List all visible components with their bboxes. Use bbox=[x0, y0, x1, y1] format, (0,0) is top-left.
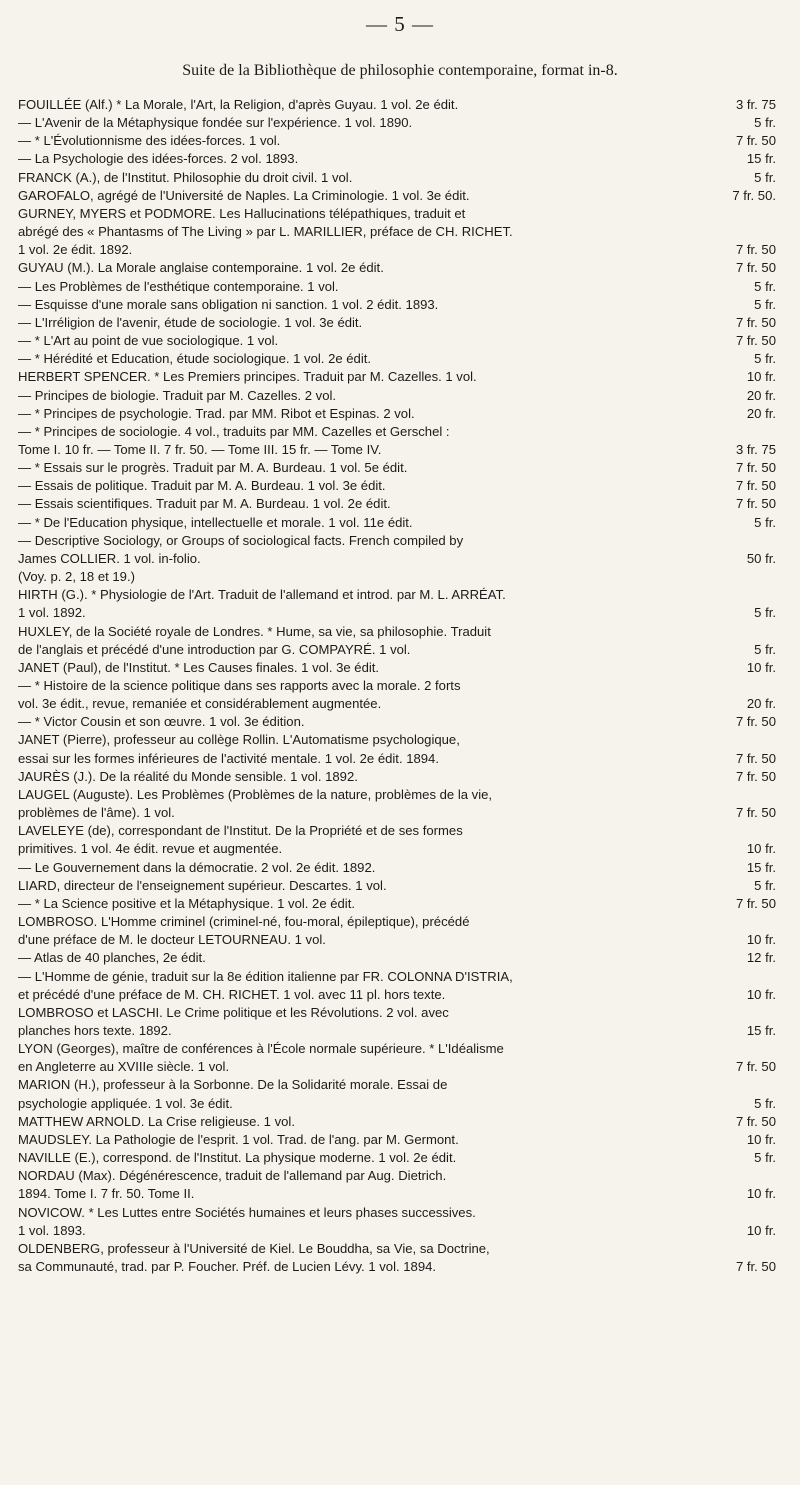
entry-price: 5 fr. bbox=[754, 605, 776, 621]
entry-text: vol. 3e édit., revue, remaniée et considérablement augmentée. bbox=[18, 696, 382, 712]
entry-price: 10 fr. bbox=[746, 932, 776, 948]
entry-line bbox=[18, 387, 776, 405]
entry-line bbox=[18, 895, 776, 913]
entry-price bbox=[768, 586, 776, 604]
entry-text: de l'anglais et précédé d'une introduction par G. COMPAYRÉ. 1 vol. bbox=[18, 641, 411, 657]
entry-text: — Descriptive Sociology, or Groups of sociological facts. French compiled by bbox=[18, 532, 464, 548]
entry-line bbox=[18, 659, 776, 677]
entry-text: MARION (H.), professeur à la Sorbonne. De la Solidarité morale. Essai de bbox=[18, 1077, 448, 1093]
entry-text: et précédé d'une préface de M. CH. RICHET. 1 vol. avec 11 pl. hors texte. bbox=[18, 986, 446, 1002]
entry-text: — Esquisse d'une morale sans obligation ni sanction. 1 vol. 2 édit. 1893. bbox=[18, 296, 439, 312]
entry-price: 7 fr. 50 bbox=[735, 714, 776, 730]
entry-text: — * L'Évolutionnisme des idées-forces. 1 vol. bbox=[18, 133, 281, 149]
entry-line bbox=[18, 968, 776, 986]
entry-price: 7 fr. 50 bbox=[735, 460, 776, 476]
entry-line bbox=[18, 859, 776, 877]
entry-line bbox=[18, 1022, 776, 1040]
entry-price: 7 fr. 50 bbox=[735, 750, 776, 766]
catalogue-entry bbox=[18, 877, 776, 895]
catalogue-entry bbox=[18, 132, 776, 150]
entry-line bbox=[18, 1113, 776, 1131]
catalogue-entry bbox=[18, 968, 776, 1004]
entry-text: — Le Gouvernement dans la démocratie. 2 vol. 2e édit. 1892. bbox=[18, 859, 376, 875]
entry-line bbox=[18, 1131, 776, 1149]
entry-price: 5 fr. bbox=[754, 278, 776, 294]
catalogue-entries bbox=[18, 96, 776, 1276]
catalogue-entry bbox=[18, 1076, 776, 1112]
entry-price: 5 fr. bbox=[754, 641, 776, 657]
entry-line bbox=[18, 1222, 776, 1240]
entry-line bbox=[18, 423, 776, 441]
entry-text: — * Histoire de la science politique dans ses rapports avec la morale. 2 forts bbox=[18, 678, 461, 693]
entry-line bbox=[18, 441, 776, 459]
entry-price: 10 fr. bbox=[746, 1131, 776, 1147]
entry-line bbox=[18, 495, 776, 513]
catalogue-entry bbox=[18, 949, 776, 967]
entry-line bbox=[18, 768, 776, 786]
catalogue-entry bbox=[18, 495, 776, 513]
entry-price bbox=[768, 568, 776, 586]
entry-line bbox=[18, 913, 776, 931]
entry-price bbox=[768, 205, 776, 223]
entry-text: LOMBROSO. L'Homme criminel (criminel-né, fou-moral, épileptique), précédé bbox=[18, 914, 470, 930]
entry-line bbox=[18, 822, 776, 840]
entry-price: 5 fr. bbox=[754, 877, 776, 893]
entry-line bbox=[18, 949, 776, 967]
entry-line bbox=[18, 750, 776, 768]
entry-price bbox=[768, 623, 776, 641]
entry-text: James COLLIER. 1 vol. in-folio. bbox=[18, 550, 201, 566]
catalogue-entry bbox=[18, 895, 776, 913]
entry-price: 20 fr. bbox=[746, 387, 776, 403]
catalogue-entry bbox=[18, 623, 776, 659]
entry-text: — * Principes de sociologie. 4 vol., traduits par MM. Cazelles et Gerschel : bbox=[18, 423, 450, 439]
entry-text: sa Communauté, trad. par P. Foucher. Préf. de Lucien Lévy. 1 vol. 1894. bbox=[18, 1259, 437, 1274]
entry-price bbox=[768, 913, 776, 931]
entry-price: 7 fr. 50 bbox=[735, 496, 776, 512]
entry-text: — Essais scientifiques. Traduit par M. A. Burdeau. 1 vol. 2e édit. bbox=[18, 496, 391, 512]
entry-price: 7 fr. 50 bbox=[735, 895, 776, 911]
entry-line bbox=[18, 1258, 776, 1276]
entry-line bbox=[18, 514, 776, 532]
entry-text: GAROFALO, agrégé de l'Université de Naples. La Criminologie. 1 vol. 3e édit. bbox=[18, 187, 470, 203]
entry-line bbox=[18, 568, 776, 586]
entry-price: 5 fr. bbox=[754, 296, 776, 312]
entry-line bbox=[18, 296, 776, 314]
entry-price bbox=[768, 677, 776, 695]
catalogue-entry bbox=[18, 459, 776, 477]
entry-line bbox=[18, 114, 776, 132]
entry-text: LAVELEYE (de), correspondant de l'Institut. De la Propriété et de ses formes bbox=[18, 823, 463, 839]
entry-price: 7 fr. 50 bbox=[735, 768, 776, 784]
entry-price bbox=[768, 1004, 776, 1022]
entry-price: 50 fr. bbox=[746, 550, 776, 566]
entry-text: LYON (Georges), maître de conférences à l'École normale supérieure. * L'Idéalisme bbox=[18, 1041, 504, 1057]
entry-text: JANET (Pierre), professeur au collège Rollin. L'Automatisme psychologique, bbox=[18, 732, 460, 748]
entry-price: 15 fr. bbox=[746, 859, 776, 875]
entry-price: 5 fr. bbox=[754, 1095, 776, 1111]
entry-price bbox=[768, 1040, 776, 1058]
catalogue-entry bbox=[18, 387, 776, 405]
entry-line bbox=[18, 1058, 776, 1076]
catalogue-entry bbox=[18, 532, 776, 586]
entry-price: 7 fr. 50 bbox=[735, 333, 776, 349]
entry-line bbox=[18, 223, 776, 241]
catalogue-entry bbox=[18, 514, 776, 532]
entry-line bbox=[18, 259, 776, 277]
catalogue-entry bbox=[18, 278, 776, 296]
catalogue-entry bbox=[18, 114, 776, 132]
catalogue-entry bbox=[18, 314, 776, 332]
entry-line bbox=[18, 840, 776, 858]
catalogue-entry bbox=[18, 1131, 776, 1149]
catalogue-entry bbox=[18, 786, 776, 822]
entry-price bbox=[768, 786, 776, 804]
entry-text: — L'Avenir de la Métaphysique fondée sur l'expérience. 1 vol. 1890. bbox=[18, 115, 413, 131]
entry-price: 15 fr. bbox=[746, 151, 776, 167]
entry-text: psychologie appliquée. 1 vol. 3e édit. bbox=[18, 1095, 233, 1111]
entry-line bbox=[18, 877, 776, 895]
entry-price: 3 fr. 75 bbox=[735, 97, 776, 112]
catalogue-entry bbox=[18, 822, 776, 858]
entry-line bbox=[18, 986, 776, 1004]
entry-price: 12 fr. bbox=[746, 950, 776, 966]
catalogue-entry bbox=[18, 1167, 776, 1203]
entry-text: — L'Irréligion de l'avenir, étude de sociologie. 1 vol. 3e édit. bbox=[18, 314, 363, 330]
entry-line bbox=[18, 1149, 776, 1167]
catalogue-entry bbox=[18, 150, 776, 168]
entry-price: 10 fr. bbox=[746, 369, 776, 385]
entry-text: NAVILLE (E.), correspond. de l'Institut. La physique moderne. 1 vol. 2e édit. bbox=[18, 1150, 457, 1166]
catalogue-entry bbox=[18, 1204, 776, 1240]
entry-text: LIARD, directeur de l'enseignement supérieur. Descartes. 1 vol. bbox=[18, 877, 387, 893]
entry-line bbox=[18, 677, 776, 695]
entry-line bbox=[18, 1204, 776, 1222]
entry-line bbox=[18, 477, 776, 495]
entry-line bbox=[18, 1040, 776, 1058]
entry-text: — La Psychologie des idées-forces. 2 vol. 1893. bbox=[18, 151, 299, 167]
entry-text: LOMBROSO et LASCHI. Le Crime politique et les Révolutions. 2 vol. avec bbox=[18, 1004, 449, 1020]
entry-price bbox=[768, 423, 776, 441]
catalogue-entry bbox=[18, 1113, 776, 1131]
page-number: — 5 — bbox=[366, 12, 434, 36]
entry-line bbox=[18, 1240, 776, 1258]
entry-price bbox=[768, 822, 776, 840]
entry-text: NOVICOW. * Les Luttes entre Sociétés humaines et leurs phases successives. bbox=[18, 1204, 476, 1220]
entry-price bbox=[768, 731, 776, 749]
entry-line bbox=[18, 623, 776, 641]
entry-text: FOUILLÉE (Alf.) * La Morale, l'Art, la Religion, d'après Guyau. 1 vol. 2e édit. bbox=[18, 97, 459, 112]
entry-price: 7 fr. 50 bbox=[735, 133, 776, 149]
entry-price: 3 fr. 75 bbox=[735, 441, 776, 457]
entry-line bbox=[18, 695, 776, 713]
entry-price bbox=[768, 1240, 776, 1258]
entry-line bbox=[18, 405, 776, 423]
catalogue-entry bbox=[18, 332, 776, 350]
entry-text: problèmes de l'âme). 1 vol. bbox=[18, 805, 175, 821]
entry-price: 5 fr. bbox=[754, 351, 776, 367]
entry-text: — Atlas de 40 planches, 2e édit. bbox=[18, 950, 206, 966]
entry-price: 10 fr. bbox=[746, 841, 776, 857]
catalogue-entry bbox=[18, 1240, 776, 1276]
entry-price: 10 fr. bbox=[746, 1186, 776, 1202]
entry-text: HERBERT SPENCER. * Les Premiers principes. Traduit par M. Cazelles. 1 vol. bbox=[18, 369, 477, 385]
entry-line bbox=[18, 350, 776, 368]
entry-price: 10 fr. bbox=[746, 986, 776, 1002]
entry-price: 5 fr. bbox=[754, 115, 776, 131]
entry-line bbox=[18, 150, 776, 168]
entry-price: 10 fr. bbox=[746, 1222, 776, 1238]
entry-text: — * La Science positive et la Métaphysique. 1 vol. 2e édit. bbox=[18, 895, 355, 911]
entry-text: — Principes de biologie. Traduit par M. Cazelles. 2 vol. bbox=[18, 387, 337, 403]
entry-line bbox=[18, 332, 776, 350]
entry-text: MAUDSLEY. La Pathologie de l'esprit. 1 vol. Trad. de l'ang. par M. Germont. bbox=[18, 1131, 459, 1147]
entry-text: HUXLEY, de la Société royale de Londres. * Hume, sa vie, sa philosophie. Traduit bbox=[18, 623, 491, 639]
entry-text: FRANCK (A.), de l'Institut. Philosophie du droit civil. 1 vol. bbox=[18, 169, 353, 185]
entry-text: — * Principes de psychologie. Trad. par MM. Ribot et Espinas. 2 vol. bbox=[18, 405, 415, 421]
entry-text: — * Hérédité et Education, étude sociologique. 1 vol. 2e édit. bbox=[18, 351, 372, 367]
entry-price: 7 fr. 50 bbox=[735, 805, 776, 821]
catalogue-entry bbox=[18, 1040, 776, 1076]
entry-text: (Voy. p. 2, 18 et 19.) bbox=[18, 569, 135, 585]
entry-line bbox=[18, 459, 776, 477]
entry-price: 5 fr. bbox=[754, 1150, 776, 1166]
entry-line bbox=[18, 278, 776, 296]
entry-text: GURNEY, MYERS et PODMORE. Les Hallucinations télépathiques, traduit et bbox=[18, 205, 466, 221]
entry-line bbox=[18, 1004, 776, 1022]
entry-text: 1 vol. 1892. bbox=[18, 605, 86, 621]
entry-price: 7 fr. 50 bbox=[735, 260, 776, 276]
entry-line bbox=[18, 1095, 776, 1113]
catalogue-entry bbox=[18, 205, 776, 259]
catalogue-entry bbox=[18, 768, 776, 786]
entry-line bbox=[18, 550, 776, 568]
catalogue-entry bbox=[18, 296, 776, 314]
entry-text: — * L'Art au point de vue sociologique. 1 vol. bbox=[18, 333, 279, 349]
catalogue-entry bbox=[18, 96, 776, 114]
entry-line bbox=[18, 1167, 776, 1185]
entry-price: 20 fr. bbox=[746, 696, 776, 712]
entry-line bbox=[18, 786, 776, 804]
entry-text: essai sur les formes inférieures de l'activité mentale. 1 vol. 2e édit. 1894. bbox=[18, 750, 439, 766]
entry-price bbox=[768, 1076, 776, 1094]
entry-line bbox=[18, 314, 776, 332]
catalogue-entry bbox=[18, 368, 776, 386]
catalogue-entry bbox=[18, 405, 776, 423]
catalogue-entry bbox=[18, 713, 776, 731]
catalogue-entry bbox=[18, 187, 776, 205]
entry-text: 1 vol. 2e édit. 1892. bbox=[18, 242, 133, 258]
entry-price bbox=[768, 1204, 776, 1222]
catalogue-entry bbox=[18, 586, 776, 622]
entry-text: abrégé des « Phantasms of The Living » par L. MARILLIER, préface de CH. RICHET. bbox=[18, 224, 513, 240]
entry-price bbox=[768, 968, 776, 986]
entry-line bbox=[18, 586, 776, 604]
entry-text: — * Essais sur le progrès. Traduit par M. A. Burdeau. 1 vol. 5e édit. bbox=[18, 460, 408, 476]
catalogue-entry bbox=[18, 659, 776, 677]
entry-line bbox=[18, 804, 776, 822]
entry-price: 7 fr. 50 bbox=[735, 478, 776, 494]
entry-line bbox=[18, 241, 776, 259]
entry-text: — Essais de politique. Traduit par M. A. Burdeau. 1 vol. 3e édit. bbox=[18, 478, 386, 494]
entry-price: 5 fr. bbox=[754, 169, 776, 185]
entry-line bbox=[18, 713, 776, 731]
catalogue-entry bbox=[18, 1004, 776, 1040]
entry-text: d'une préface de M. le docteur LETOURNEAU. 1 vol. bbox=[18, 932, 326, 948]
entry-text: — L'Homme de génie, traduit sur la 8e édition italienne par FR. COLONNA D'ISTRIA, bbox=[18, 968, 513, 984]
entry-price: 7 fr. 50 bbox=[735, 314, 776, 330]
entry-text: planches hors texte. 1892. bbox=[18, 1022, 172, 1038]
entry-text: primitives. 1 vol. 4e édit. revue et augmentée. bbox=[18, 841, 283, 857]
catalogue-entry bbox=[18, 1149, 776, 1167]
entry-text: en Angleterre au XVIIIe siècle. 1 vol. bbox=[18, 1059, 230, 1075]
catalogue-entry bbox=[18, 731, 776, 767]
entry-line bbox=[18, 169, 776, 187]
entry-line bbox=[18, 641, 776, 659]
entry-line bbox=[18, 931, 776, 949]
entry-price: 15 fr. bbox=[746, 1022, 776, 1038]
catalogue-entry bbox=[18, 259, 776, 277]
entry-text: JAURÈS (J.). De la réalité du Monde sensible. 1 vol. 1892. bbox=[18, 768, 358, 784]
entry-line bbox=[18, 532, 776, 550]
entry-text: OLDENBERG, professeur à l'Université de Kiel. Le Bouddha, sa Vie, sa Doctrine, bbox=[18, 1240, 490, 1256]
entry-text: MATTHEW ARNOLD. La Crise religieuse. 1 vol. bbox=[18, 1113, 295, 1129]
entry-line bbox=[18, 205, 776, 223]
entry-text: — Les Problèmes de l'esthétique contemporaine. 1 vol. bbox=[18, 278, 339, 294]
entry-text: 1 vol. 1893. bbox=[18, 1222, 86, 1238]
catalogue-entry bbox=[18, 169, 776, 187]
entry-price: 7 fr. 50 bbox=[735, 1259, 776, 1274]
entry-text: LAUGEL (Auguste). Les Problèmes (Problèmes de la nature, problèmes de la vie, bbox=[18, 786, 493, 802]
entry-price bbox=[768, 223, 776, 241]
entry-text: JANET (Paul), de l'Institut. * Les Causes finales. 1 vol. 3e édit. bbox=[18, 659, 380, 675]
entry-line bbox=[18, 132, 776, 150]
entry-price: 10 fr. bbox=[746, 659, 776, 675]
entry-price: 20 fr. bbox=[746, 405, 776, 421]
entry-text: — * De l'Education physique, intellectuelle et morale. 1 vol. 11e édit. bbox=[18, 514, 413, 530]
entry-text: 1894. Tome I. 7 fr. 50. Tome II. bbox=[18, 1186, 195, 1202]
entry-line bbox=[18, 96, 776, 114]
entry-line bbox=[18, 604, 776, 622]
entry-price: 7 fr. 50. bbox=[732, 187, 776, 203]
entry-text: GUYAU (M.). La Morale anglaise contemporaine. 1 vol. 2e édit. bbox=[18, 260, 384, 276]
entry-line bbox=[18, 368, 776, 386]
catalogue-entry bbox=[18, 477, 776, 495]
catalogue-entry bbox=[18, 350, 776, 368]
running-header: Suite de la Bibliothèque de philosophie contemporaine, format in-8. bbox=[182, 62, 618, 79]
entry-price: 7 fr. 50 bbox=[735, 1059, 776, 1075]
entry-text: HIRTH (G.). * Physiologie de l'Art. Traduit de l'allemand et introd. par M. L. ARRÉAT. bbox=[18, 587, 506, 603]
entry-line bbox=[18, 1185, 776, 1203]
entry-price bbox=[768, 1167, 776, 1185]
entry-price: 5 fr. bbox=[754, 514, 776, 530]
entry-price: 7 fr. 50 bbox=[735, 242, 776, 258]
catalogue-entry bbox=[18, 677, 776, 713]
entry-text: NORDAU (Max). Dégénérescence, traduit de l'allemand par Aug. Dietrich. bbox=[18, 1168, 447, 1184]
entry-text: Tome I. 10 fr. — Tome II. 7 fr. 50. — Tome III. 15 fr. — Tome IV. bbox=[18, 441, 382, 457]
catalogue-entry bbox=[18, 859, 776, 877]
catalogue-entry bbox=[18, 913, 776, 949]
entry-price: 7 fr. 50 bbox=[735, 1113, 776, 1129]
entry-line bbox=[18, 1076, 776, 1094]
entry-text: — * Victor Cousin et son œuvre. 1 vol. 3e édition. bbox=[18, 714, 305, 730]
entry-price bbox=[768, 532, 776, 550]
entry-line bbox=[18, 731, 776, 749]
catalogue-entry bbox=[18, 423, 776, 459]
entry-line bbox=[18, 187, 776, 205]
